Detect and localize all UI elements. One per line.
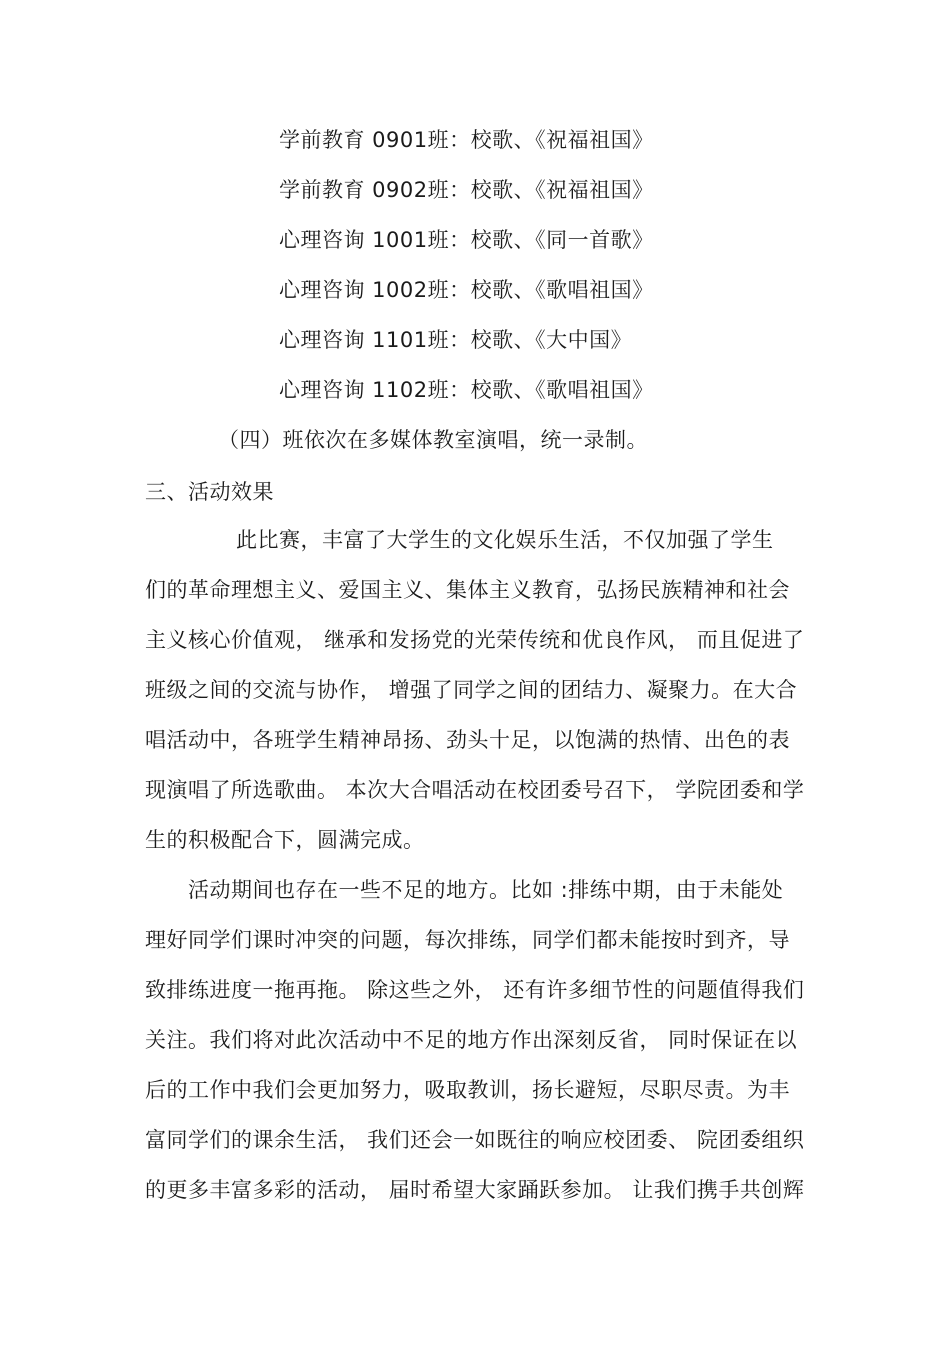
paragraph2-line: 富同学们的课余生活， 我们还会一如既往的响应校团委、 院团委组织 bbox=[145, 1128, 805, 1152]
paragraph1-line: 唱活动中，各班学生精神昂扬、劲头十足，以饱满的热情、出色的表 bbox=[145, 728, 790, 752]
paragraph1-line: 们的革命理想主义、爱国主义、集体主义教育，弘扬民族精神和社会 bbox=[145, 578, 790, 602]
class-entry-1102: 心理咨询 1102班：校歌、《歌唱祖国》 bbox=[279, 378, 654, 402]
class-entry-1101: 心理咨询 1101班：校歌、《大中国》 bbox=[279, 328, 633, 352]
class-entry-1001: 心理咨询 1001班：校歌、《同一首歌》 bbox=[279, 228, 654, 252]
paragraph2-line: 关注。我们将对此次活动中不足的地方作出深刻反省， 同时保证在以 bbox=[145, 1028, 798, 1052]
section-heading-effects: 三、活动效果 bbox=[145, 480, 274, 504]
paragraph2-line: 致排练进度一拖再拖。 除这些之外， 还有许多细节性的问题值得我们 bbox=[145, 978, 805, 1002]
paragraph1-line: 班级之间的交流与协作， 增强了同学之间的团结力、凝聚力。在大合 bbox=[145, 678, 798, 702]
class-entry-1002: 心理咨询 1002班：校歌、《歌唱祖国》 bbox=[279, 278, 654, 302]
paragraph2-line: 活动期间也存在一些不足的地方。比如 :排练中期，由于未能处 bbox=[188, 878, 784, 902]
paragraph2-line: 后的工作中我们会更加努力，吸取教训，扬长避短，尽职尽责。为丰 bbox=[145, 1078, 790, 1102]
paragraph1-line: 此比赛，丰富了大学生的文化娱乐生活，不仅加强了学生 bbox=[236, 528, 774, 552]
paragraph1-line: 生的积极配合下，圆满完成。 bbox=[145, 828, 425, 852]
paragraph1-line: 现演唱了所选歌曲。 本次大合唱活动在校团委号召下， 学院团委和学 bbox=[145, 778, 805, 802]
class-entry-0901: 学前教育 0901班：校歌、《祝福祖国》 bbox=[279, 128, 654, 152]
paragraph2-line: 的更多丰富多彩的活动， 届时希望大家踊跃参加。 让我们携手共创辉 bbox=[145, 1178, 805, 1202]
paragraph2-line: 理好同学们课时冲突的问题，每次排练，同学们都未能按时到齐，导 bbox=[145, 928, 790, 952]
class-entry-0902: 学前教育 0902班：校歌、《祝福祖国》 bbox=[279, 178, 654, 202]
paragraph1-line: 主义核心价值观， 继承和发扬党的光荣传统和优良作风， 而且促进了 bbox=[145, 628, 805, 652]
item-four: （四）班依次在多媒体教室演唱，统一录制。 bbox=[218, 428, 648, 452]
